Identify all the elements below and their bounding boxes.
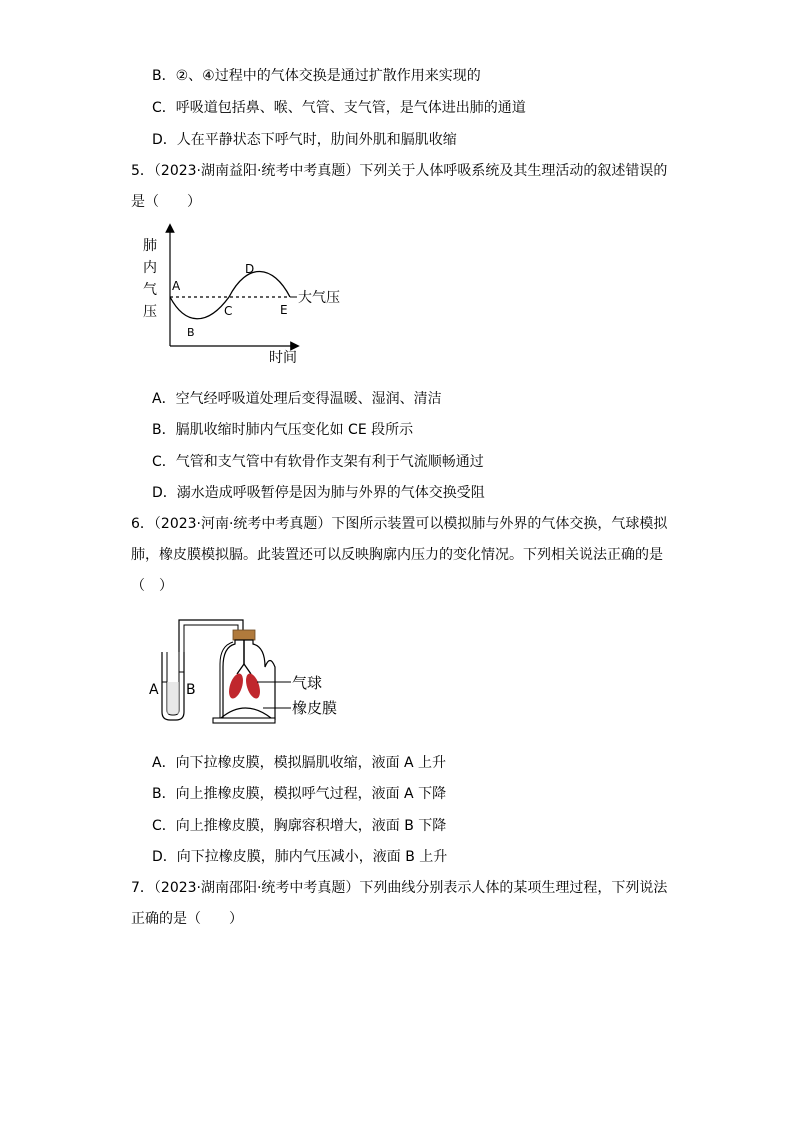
left-bronchus-tube xyxy=(237,664,244,674)
q6-option-b: B．向上推橡皮膜，模拟呼气过程，液面 A 下降 xyxy=(152,786,447,802)
q6-option-d: D．向下拉橡皮膜，肺内气压减小，液面 B 上升 xyxy=(152,849,448,865)
y-axis-label-char-2: 内 xyxy=(143,260,157,276)
lung-model-apparatus xyxy=(145,612,365,732)
label-a: A xyxy=(149,682,159,698)
x-axis-label: 时间 xyxy=(269,350,297,366)
y-axis-label-char-3: 气 xyxy=(143,282,157,298)
connecting-tube-inner xyxy=(184,625,238,652)
right-bronchus-tube xyxy=(244,664,251,674)
q6-stem-line3: （ ） xyxy=(131,578,173,594)
label-b: B xyxy=(186,682,196,698)
liquid-fill xyxy=(167,682,179,714)
q6-stem-line1: 6．（2023·河南·统考中考真题）下图所示装置可以模拟肺与外界的气体交换，气球模拟 xyxy=(131,516,668,532)
q7-stem-line1: 7．（2023·湖南邵阳·统考中考真题）下列曲线分别表示人体的某项生理过程，下列说法 xyxy=(131,880,668,896)
point-label-d: D xyxy=(245,262,255,276)
y-axis-label-char-4: 压 xyxy=(143,304,157,320)
left-balloon xyxy=(226,672,245,700)
q6-option-c: C．向上推橡皮膜，胸廓容积增大，液面 B 下降 xyxy=(152,818,447,834)
y-axis-label-char-1: 肺 xyxy=(143,238,157,254)
atmospheric-pressure-label: 大气压 xyxy=(298,290,340,306)
right-balloon xyxy=(243,672,262,700)
q5-stem-line2: 是（ ） xyxy=(131,194,201,210)
q5-option-a: A．空气经呼吸道处理后变得温暖、湿润、清洁 xyxy=(152,391,442,407)
q4-option-b: B．②、④过程中的气体交换是通过扩散作用来实现的 xyxy=(152,68,481,84)
q7-stem-line2: 正确的是（ ） xyxy=(131,911,243,927)
q4-option-c: C．呼吸道包括鼻、喉、气管、支气管，是气体进出肺的通道 xyxy=(152,100,526,116)
label-balloon: 气球 xyxy=(292,674,323,692)
point-label-a: A xyxy=(172,279,181,293)
q6-stem-line2: 肺，橡皮膜模拟膈。此装置还可以反映胸廓内压力的变化情况。下列相关说法正确的是 xyxy=(131,547,663,563)
lung-pressure-graph xyxy=(135,220,355,370)
apparatus-base xyxy=(213,718,275,723)
rubber-membrane xyxy=(221,708,271,718)
point-label-e: E xyxy=(280,303,288,317)
q6-option-a: A．向下拉橡皮膜，模拟膈肌收缩，液面 A 上升 xyxy=(152,755,447,771)
q5-stem-line1: 5．（2023·湖南益阳·统考中考真题）下列关于人体呼吸系统及其生理活动的叙述错误的 xyxy=(131,163,668,179)
q5-option-d: D．溺水造成呼吸暂停是因为肺与外界的气体交换受阻 xyxy=(152,485,485,501)
point-label-b: B xyxy=(187,326,195,339)
q4-option-d: D．人在平静状态下呼气时，肋间外肌和膈肌收缩 xyxy=(152,132,457,148)
point-label-c: C xyxy=(224,304,233,318)
q5-option-c: C．气管和支气管中有软骨作支架有利于气流顺畅通过 xyxy=(152,454,484,470)
bell-jar-wall xyxy=(220,642,233,720)
stopper xyxy=(233,630,255,640)
label-membrane: 橡皮膜 xyxy=(292,699,338,717)
q5-option-b: B．膈肌收缩时肺内气压变化如 CE 段所示 xyxy=(152,422,414,438)
